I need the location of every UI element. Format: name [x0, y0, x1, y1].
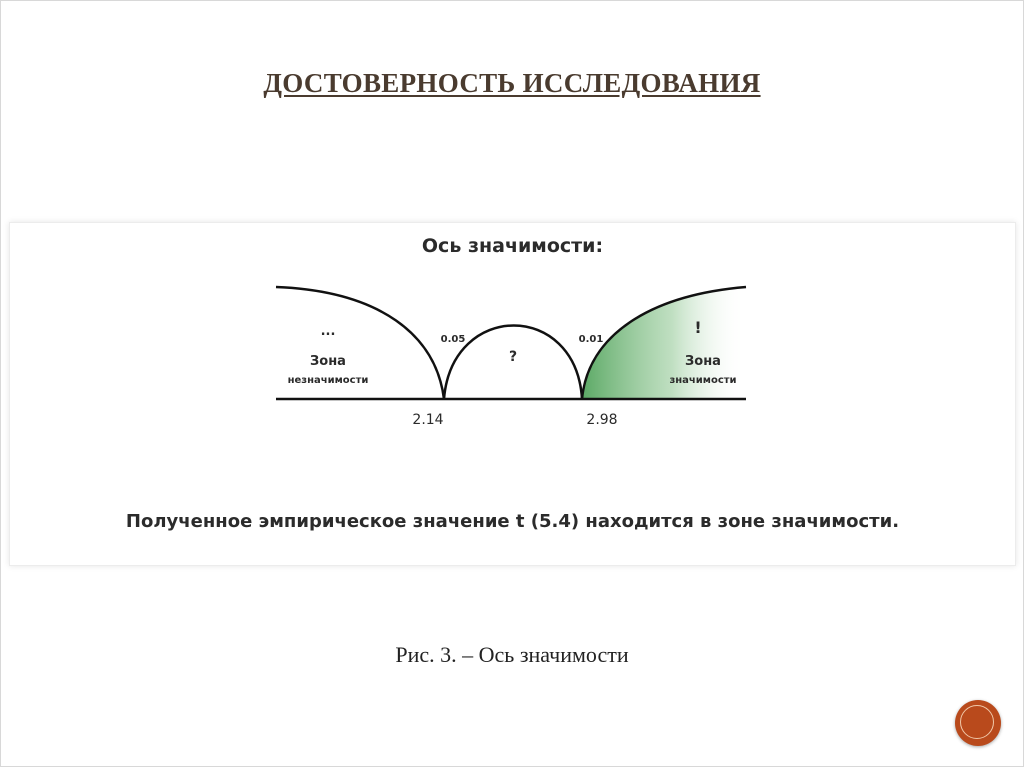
- conclusion-text: Полученное эмпирическое значение t (5.4) находится в зоне значимости.: [125, 511, 900, 532]
- significance-axis-figure: [9, 222, 1016, 566]
- left-zone-symbol: ...: [320, 324, 336, 339]
- right-zone-label-line1: Зона: [685, 354, 721, 369]
- critical-value-left: 2.14: [412, 412, 444, 428]
- left-significance-level: 0.05: [440, 334, 466, 345]
- slide-title: ДОСТОВЕРНОСТЬ ИССЛЕДОВАНИЯ: [263, 68, 761, 98]
- next-slide-button[interactable]: [955, 700, 1001, 746]
- right-zone-symbol: !: [694, 318, 702, 337]
- left-zone-label-line2: незначимости: [287, 375, 369, 386]
- critical-value-right: 2.98: [586, 412, 618, 428]
- left-zone-label-line1: Зона: [310, 354, 346, 369]
- figure-caption: Рис. 3. – Ось значимости: [395, 642, 629, 667]
- diagram-title: Ось значимости:: [421, 235, 604, 257]
- circle-nav-icon: [960, 705, 994, 739]
- right-significance-level: 0.01: [578, 334, 604, 345]
- right-zone-label-line2: значимости: [669, 375, 737, 386]
- middle-zone-symbol: ?: [508, 349, 518, 365]
